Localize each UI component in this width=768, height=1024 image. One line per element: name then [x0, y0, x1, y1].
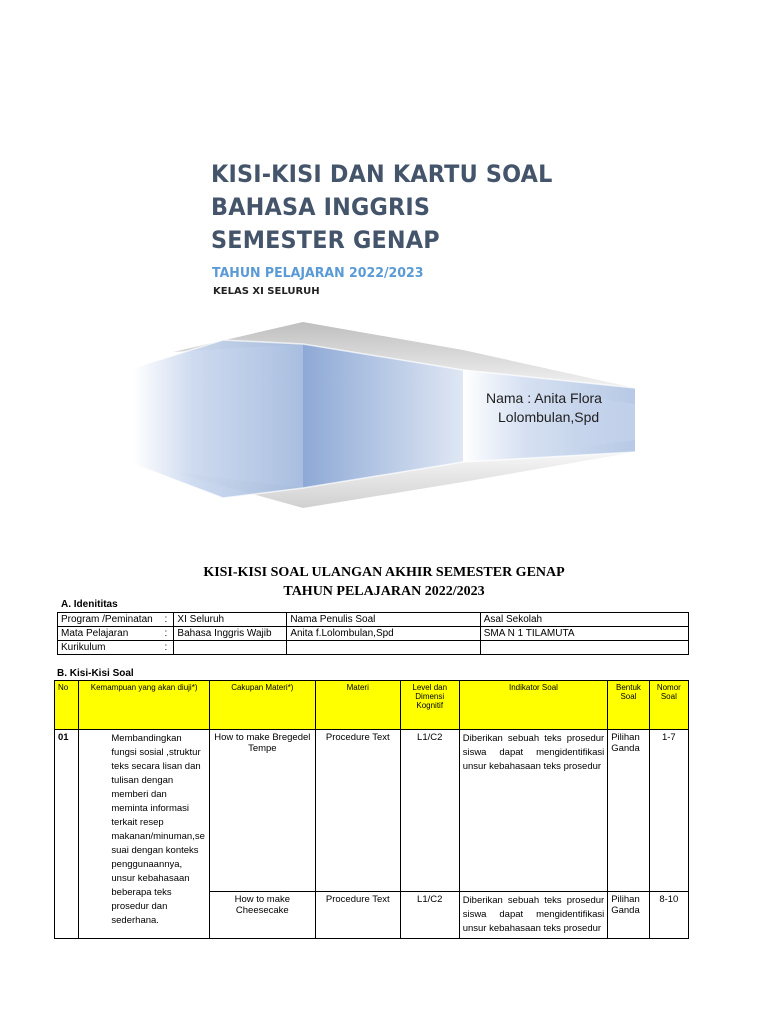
column-header: Indikator Soal	[459, 681, 608, 730]
table-cell: Mata Pelajaran	[58, 627, 162, 641]
table-row	[55, 730, 689, 892]
cover-title-line: SEMESTER GENAP	[211, 226, 440, 254]
table-cell: XI Seluruh	[174, 613, 287, 627]
heading-line: KISI-KISI SOAL ULANGAN AKHIR SEMESTER GENAP	[203, 565, 565, 580]
table-cell: How to make Bregedel Tempe	[209, 730, 315, 892]
section-b-label: B. Kisi-Kisi Soal	[57, 668, 134, 679]
table-cell: :	[161, 613, 173, 627]
table-cell: Asal Sekolah	[480, 613, 688, 627]
table-cell: 8-10	[649, 892, 688, 939]
table-cell: :	[161, 627, 173, 641]
table-cell: L1/C2	[400, 730, 459, 892]
table-cell: Program /Peminatan	[58, 613, 162, 627]
table-cell: Procedure Text	[315, 892, 400, 939]
table-cell: 1-7	[649, 730, 688, 892]
column-header: Materi	[315, 681, 400, 730]
column-header: Cakupan Materi*)	[209, 681, 315, 730]
table-cell	[287, 641, 480, 655]
table-row	[58, 627, 689, 641]
table-cell: SMA N 1 TILAMUTA	[480, 627, 688, 641]
author-name	[486, 389, 602, 427]
table-cell-no: 01	[55, 730, 79, 939]
column-header: No	[55, 681, 79, 730]
table-cell: L1/C2	[400, 892, 459, 939]
cover-year: TAHUN PELAJARAN 2022/2023	[212, 265, 424, 281]
table-row	[58, 613, 689, 627]
table-cell: Pilihan Ganda	[608, 730, 649, 892]
table-cell: Anita f.Lolombulan,Spd	[287, 627, 480, 641]
cover-class: KELAS XI SELURUH	[213, 286, 320, 297]
table-cell-kemampuan: Membandingkan fungsi sosial ,struktur teks secara lisan dan tulisan dengan memberi dan meminta informasi terkait resep makanan/minuman,se suai dengan konteks penggunaannya, unsur kebahasaan beberapa teks prosedur dan sederhana.	[79, 730, 209, 939]
author-line: Nama : Anita Flora	[486, 390, 602, 406]
document-heading	[0, 563, 768, 601]
table-cell: How to make Cheesecake	[209, 892, 315, 939]
table-cell: Diberikan sebuah teks prosedur siswa dapat mengidentifikasi unsur kebahasaan teks prosedur	[459, 892, 608, 939]
table-cell: :	[161, 641, 173, 655]
cover-title-line: KISI-KISI DAN KARTU SOAL	[211, 160, 553, 188]
table-cell: Kurikulum	[58, 641, 162, 655]
table-cell: Bahasa Inggris Wajib	[174, 627, 287, 641]
section-a-label: A. Idenititas	[61, 599, 118, 610]
column-header: Bentuk Soal	[608, 681, 649, 730]
table-cell: Nama Penulis Soal	[287, 613, 480, 627]
cover-title-line: BAHASA INGGRIS	[211, 193, 431, 221]
identitas-table	[57, 612, 689, 655]
heading-line: TAHUN PELAJARAN 2022/2023	[283, 584, 485, 599]
kisi-table	[54, 680, 689, 939]
table-cell	[480, 641, 688, 655]
table-cell: Procedure Text	[315, 730, 400, 892]
table-header-row	[55, 681, 689, 730]
author-line: Lolombulan,Spd	[498, 409, 600, 425]
column-header: Level dan Dimensi Kognitif	[400, 681, 459, 730]
table-cell	[174, 641, 287, 655]
column-header: Kemampuan yang akan diuji*)	[79, 681, 209, 730]
table-row	[58, 641, 689, 655]
table-cell: Diberikan sebuah teks prosedur siswa dapat mengidentifikasi unsur kebahasaan teks prosedur	[459, 730, 608, 892]
table-cell: Pilihan Ganda	[608, 892, 649, 939]
cover-title	[211, 158, 553, 257]
column-header: Nomor Soal	[649, 681, 688, 730]
